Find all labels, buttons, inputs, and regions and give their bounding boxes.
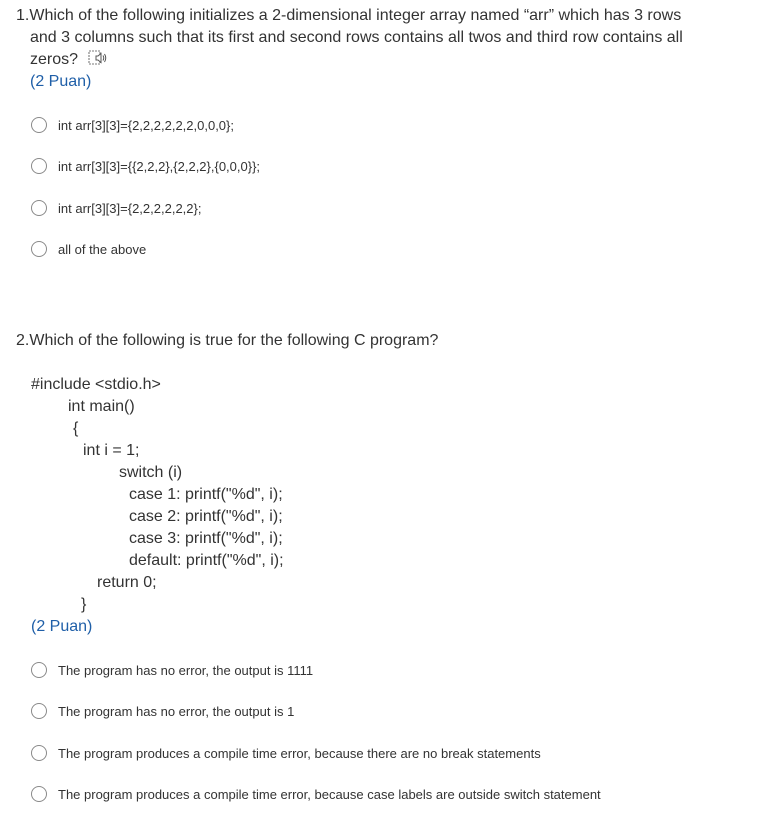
radio-button[interactable] [31,703,47,719]
question-1-number: 1. [16,7,30,24]
q2-option-4[interactable] [31,786,601,802]
question-1-points: (2 Puan) [30,73,92,90]
question-1-line3-row [16,49,766,71]
code-line-case-3: case 3: printf("%d", i); [129,530,283,547]
code-line-open-brace: { [73,420,79,437]
code-line-include: #include <stdio.h> [31,376,161,393]
radio-button[interactable] [31,786,47,802]
q2-option-4-label: The program produces a compile time error, because case labels are outside switch statement [58,786,601,802]
q1-option-1[interactable] [31,117,234,133]
q2-option-1-label: The program has no error, the output is 1111 [58,662,314,678]
immersive-reader-speaker-icon[interactable] [88,50,108,66]
radio-button[interactable] [31,745,47,761]
q1-option-4-label: all of the above [58,241,147,257]
radio-button[interactable] [31,200,47,216]
code-line-return: return 0; [97,574,157,591]
question-2-text [16,330,766,352]
question-1-line3: zeros? [30,51,79,68]
q2-option-3[interactable] [31,745,541,761]
code-line-close-brace: } [81,596,87,613]
q1-option-2-label: int arr[3][3]={{2,2,2},{2,2,2},{0,0,0}}; [58,158,261,174]
question-2-number: 2. [16,332,30,349]
q1-option-3[interactable] [31,200,201,216]
code-line-default: default: printf("%d", i); [129,552,284,569]
question-1 [16,5,766,93]
question-2-points: (2 Puan) [31,618,93,635]
radio-button[interactable] [31,117,47,133]
q2-option-2[interactable] [31,703,294,719]
code-line-main: int main() [68,398,135,415]
q1-option-3-label: int arr[3][3]={2,2,2,2,2,2}; [58,200,202,216]
question-1-line2: and 3 columns such that its first and second rows contains all twos and third row contains all [30,29,683,46]
question-2-line: Which of the following is true for the following C program? [29,332,439,349]
q1-option-4[interactable] [31,241,146,257]
code-line-case-1: case 1: printf("%d", i); [129,486,283,503]
q1-option-2[interactable] [31,158,260,174]
question-1-text [16,5,766,27]
radio-button[interactable] [31,662,47,678]
q2-option-3-label: The program produces a compile time error, because there are no break statements [58,745,541,761]
question-2 [16,330,766,352]
code-line-int-i: int i = 1; [83,442,140,459]
q2-option-1[interactable] [31,662,313,678]
code-line-switch: switch (i) [119,464,183,481]
question-1-line1: Which of the following initializes a 2-dimensional integer array named “arr” which has 3 rows [29,7,682,24]
code-line-case-2: case 2: printf("%d", i); [129,508,283,525]
q1-option-1-label: int arr[3][3]={2,2,2,2,2,2,0,0,0}; [58,117,234,133]
radio-button[interactable] [31,241,47,257]
q2-option-2-label: The program has no error, the output is 1 [58,703,295,719]
radio-button[interactable] [31,158,47,174]
